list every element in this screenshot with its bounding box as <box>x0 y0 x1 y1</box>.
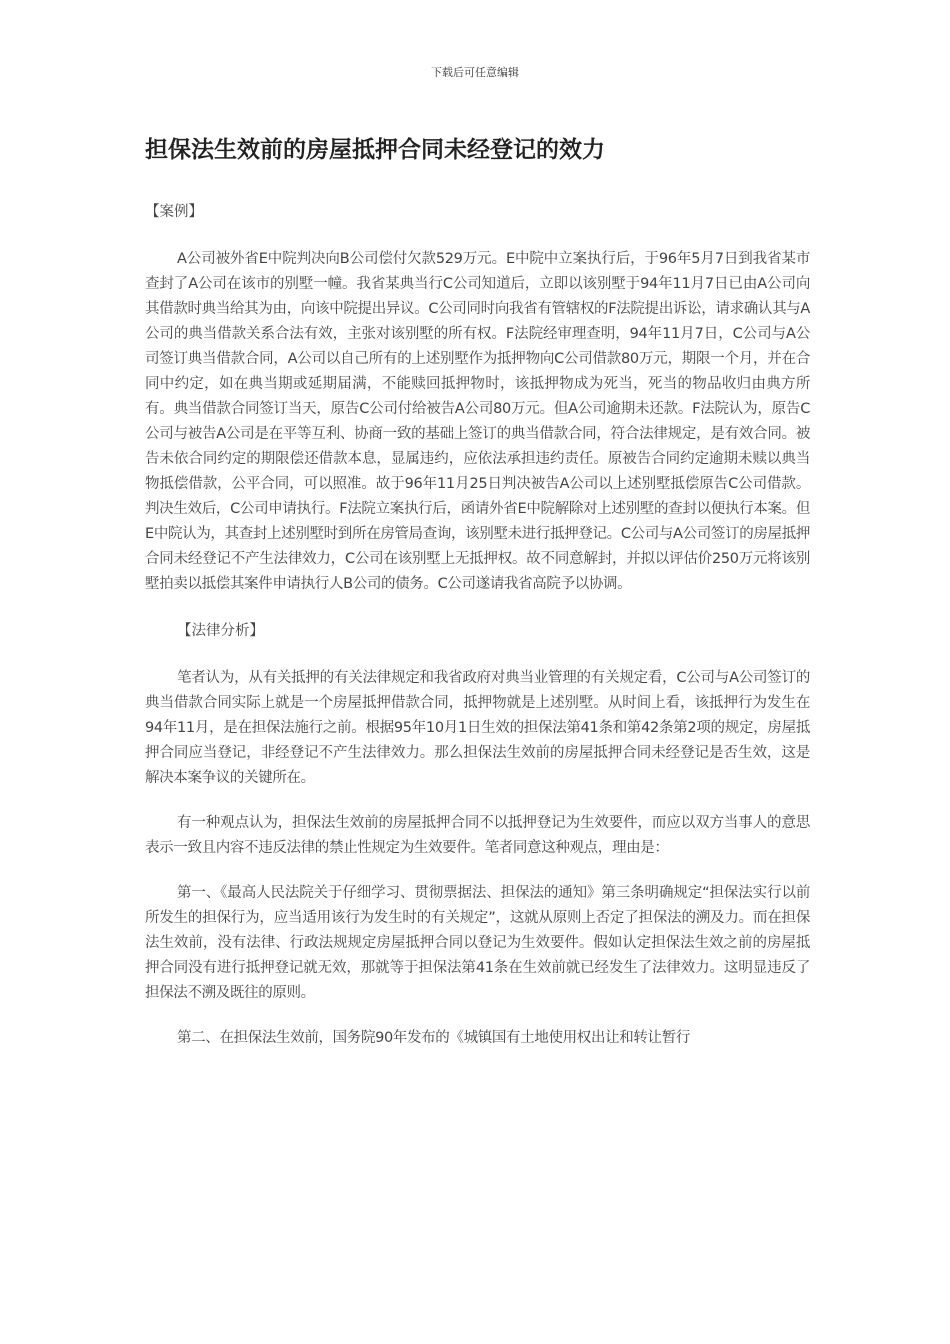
case-heading: 【案例】 <box>145 204 203 220</box>
spacer <box>145 861 810 881</box>
analysis-heading: 【法律分析】 <box>177 623 264 639</box>
spacer <box>145 225 810 247</box>
page-header-note: 下载后可任意编辑 <box>431 66 519 79</box>
spacer <box>145 1006 810 1026</box>
analysis-paragraph: 有一种观点认为，担保法生效前的房屋抵押合同不以抵押登记为生效要件，而应以双方当事人的意思表示一致且内容不违反法律的禁止性规定为生效要件。笔者同意这种观点，理由是： <box>145 815 810 856</box>
spacer <box>145 644 810 666</box>
analysis-paragraph: 第二、在担保法生效前，国务院90年发布的《城镇国有土地使用权出让和转让暂行 <box>177 1030 690 1046</box>
spacer <box>145 597 810 619</box>
spacer <box>145 791 810 811</box>
case-paragraph: A公司被外省E中院判决向B公司偿付欠款529万元。E中院中立案执行后，于96年5月7日到我省某市查封了A公司在该市的别墅一幢。我省某典当行C公司知道后，立即以该别墅于94年11月7日已由A公司向其借款时典当给其为由，向该中院提出异议。C公司同时向我省有管辖权的F法院提出诉讼，请求确认其与A公司的典当借款关系合法有效，主张对该别墅的所有权。F法院经审理查明，94年11月7日，C公司与A公司签订典当借款合同，A公司以自己所有的上述别墅作为抵押物向C公司借款80万元，期限一个月，并在合同中约定，如在典当期或延期届满，不能赎回抵押物时，该抵押物成为死当，死当的物品收归由典方所有。典当借款合同签订当天，原告C公司付给被告A公司80万元。但A公司逾期未还款。F法院认为，原告C公司与被告A公司是在平等互利、协商一致的基础上签订的典当借款合同，符合法律规定，是有效合同。被告未依合同约定的期限偿还借款本息，显属违约，应依法承担违约责任。原被告合同约定逾期未赎以典当物抵偿借款，公平合同，可以照准。故于96年11月25日判决被告A公司以上述别墅抵偿原告C公司借款。判决生效后，C公司申请执行。F法院立案执行后，函请外省E中院解除对上述别墅的查封以便执行本案。但E中院认为，其查封上述别墅时到所在房管局查询，该别墅未进行抵押登记。C公司与A公司签订的房屋抵押合同未经登记不产生法律效力，C公司在该别墅上无抵押权。故不同意解封，并拟以评估价250万元将该别墅拍卖以抵偿其案件申请执行人B公司的债务。C公司遂请我省高院予以协调。 <box>145 251 810 592</box>
document-body <box>145 200 810 1051</box>
analysis-paragraph: 笔者认为，从有关抵押的有关法律规定和我省政府对典当业管理的有关规定看，C公司与A公司签订的典当借款合同实际上就是一个房屋抵押借款合同，抵押物就是上述别墅。从时间上看，该抵押行为发生在94年11月，是在担保法施行之前。根据95年10月1日生效的担保法第41条和第42条第2项的规定，房屋抵押合同应当登记，非经登记不产生法律效力。那么担保法生效前的房屋抵押合同未经登记是否生效，这是解决本案争议的关键所在。 <box>145 670 810 786</box>
document-title: 担保法生效前的房屋抵押合同未经登记的效力 <box>145 137 605 163</box>
analysis-paragraph: 第一、《最高人民法院关于仔细学习、贯彻票据法、担保法的通知》第三条明确规定“担保法实行以前所发生的担保行为，应当适用该行为发生时的有关规定”，这就从原则上否定了担保法的溯及力。而在担保法生效前，没有法律、行政法规规定房屋抵押合同以登记为生效要件。假如认定担保法生效之前的房屋抵押合同没有进行抵押登记就无效，那就等于担保法第41条在生效前就已经发生了法律效力。这明显违反了担保法不溯及既往的原则。 <box>145 885 810 1001</box>
